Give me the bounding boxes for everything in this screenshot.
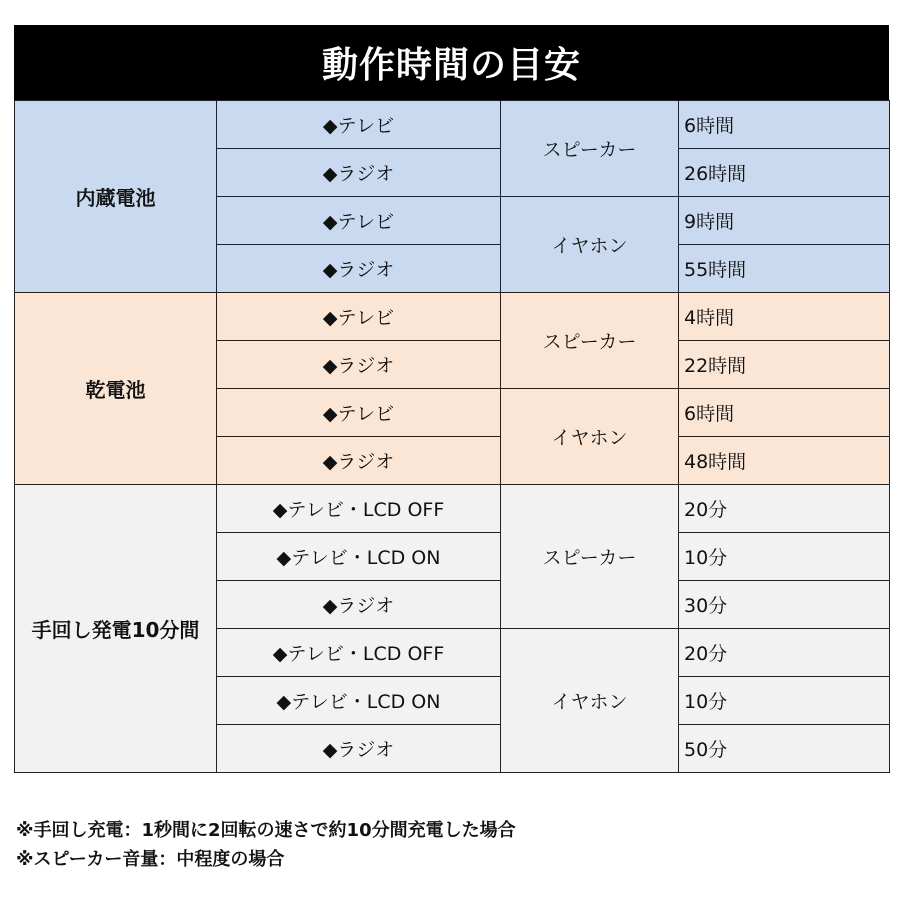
output-cell: イヤホン <box>501 197 679 293</box>
mode-cell: ◆テレビ <box>217 389 501 437</box>
table-row <box>15 293 890 341</box>
mode-cell: ◆テレビ <box>217 101 501 149</box>
mode-cell: ◆テレビ・LCD ON <box>217 677 501 725</box>
time-cell: 22時間 <box>679 341 890 389</box>
time-cell: 4時間 <box>679 293 890 341</box>
time-cell: 10分 <box>679 533 890 581</box>
table-row <box>15 101 890 149</box>
time-cell: 20分 <box>679 629 890 677</box>
output-cell: スピーカー <box>501 485 679 629</box>
output-cell: イヤホン <box>501 629 679 773</box>
mode-cell: ◆テレビ <box>217 197 501 245</box>
mode-cell: ◆テレビ・LCD ON <box>217 533 501 581</box>
power-source-cell: 内蔵電池 <box>15 101 217 293</box>
mode-cell: ◆ラジオ <box>217 245 501 293</box>
power-source-cell: 手回し発電10分間 <box>15 485 217 773</box>
page-title: 動作時間の目安 <box>14 25 889 100</box>
time-cell: 55時間 <box>679 245 890 293</box>
footnotes <box>16 816 516 874</box>
time-cell: 9時間 <box>679 197 890 245</box>
time-cell: 26時間 <box>679 149 890 197</box>
time-cell: 20分 <box>679 485 890 533</box>
time-cell: 30分 <box>679 581 890 629</box>
output-cell: イヤホン <box>501 389 679 485</box>
runtime-table <box>14 100 890 773</box>
table-row <box>15 485 890 533</box>
mode-cell: ◆ラジオ <box>217 437 501 485</box>
time-cell: 50分 <box>679 725 890 773</box>
output-cell: スピーカー <box>501 293 679 389</box>
mode-cell: ◆ラジオ <box>217 581 501 629</box>
output-cell: スピーカー <box>501 101 679 197</box>
mode-cell: ◆ラジオ <box>217 725 501 773</box>
mode-cell: ◆テレビ・LCD OFF <box>217 629 501 677</box>
time-cell: 10分 <box>679 677 890 725</box>
time-cell: 48時間 <box>679 437 890 485</box>
mode-cell: ◆ラジオ <box>217 149 501 197</box>
mode-cell: ◆テレビ・LCD OFF <box>217 485 501 533</box>
time-cell: 6時間 <box>679 389 890 437</box>
runtime-table-panel <box>14 25 889 773</box>
time-cell: 6時間 <box>679 101 890 149</box>
mode-cell: ◆ラジオ <box>217 341 501 389</box>
mode-cell: ◆テレビ <box>217 293 501 341</box>
footnote-hand-crank: ※手回し充電：1秒間に2回転の速さで約10分間充電した場合 <box>16 820 516 841</box>
power-source-cell: 乾電池 <box>15 293 217 485</box>
footnote-speaker-volume: ※スピーカー音量：中程度の場合 <box>16 849 285 870</box>
